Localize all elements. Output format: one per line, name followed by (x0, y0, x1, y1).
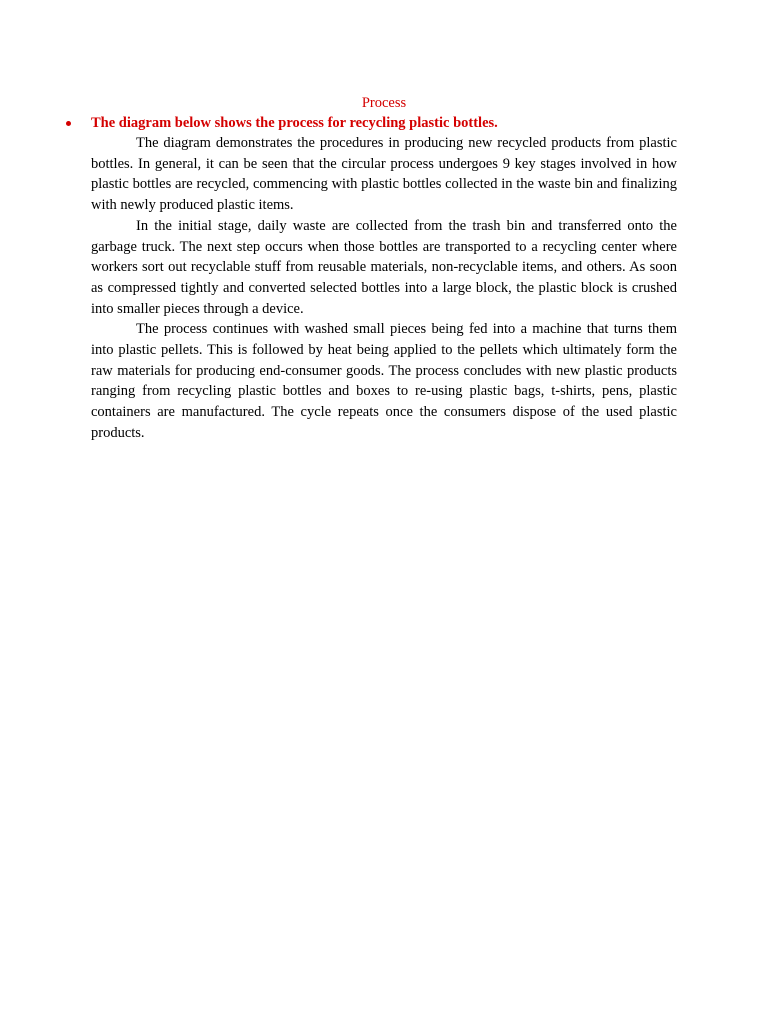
bullet-heading: The diagram below shows the process for recycling plastic bottles. (91, 115, 498, 131)
bullet-dot-icon (66, 121, 71, 126)
document-title: Process (361, 95, 407, 111)
paragraph-3: The process continues with washed small pieces being fed into a machine that turns them into plastic pellets. This is followed by heat being applied to the pellets which ultimately form the raw materials for producing end-consumer goods. The process concludes with new plastic products ranging from recycling plastic bottles and boxes to re-using plastic bags, t-shirts, pens, plastic containers are manufactured. The cycle repeats once the consumers dispose of the used plastic products. (91, 321, 677, 441)
paragraph-1: The diagram demonstrates the procedures in producing new recycled products from plastic bottles. In general, it can be seen that the circular process undergoes 9 key stages involved in how plastic bottles are recycled, commencing with plastic bottles collected in the waste bin and finalizing with newly produced plastic items. (91, 135, 677, 214)
body-text (91, 133, 677, 444)
paragraph-2: In the initial stage, daily waste are collected from the trash bin and transferred onto the garbage truck. The next step occurs when those bottles are transported to a recycling center where workers sort out recyclable stuff from reusable materials, non-recyclable items, and others. As soon as compressed tightly and converted selected bottles into a large block, the plastic block is crushed into smaller pieces through a device. (91, 217, 677, 317)
bullet-item (0, 113, 768, 133)
